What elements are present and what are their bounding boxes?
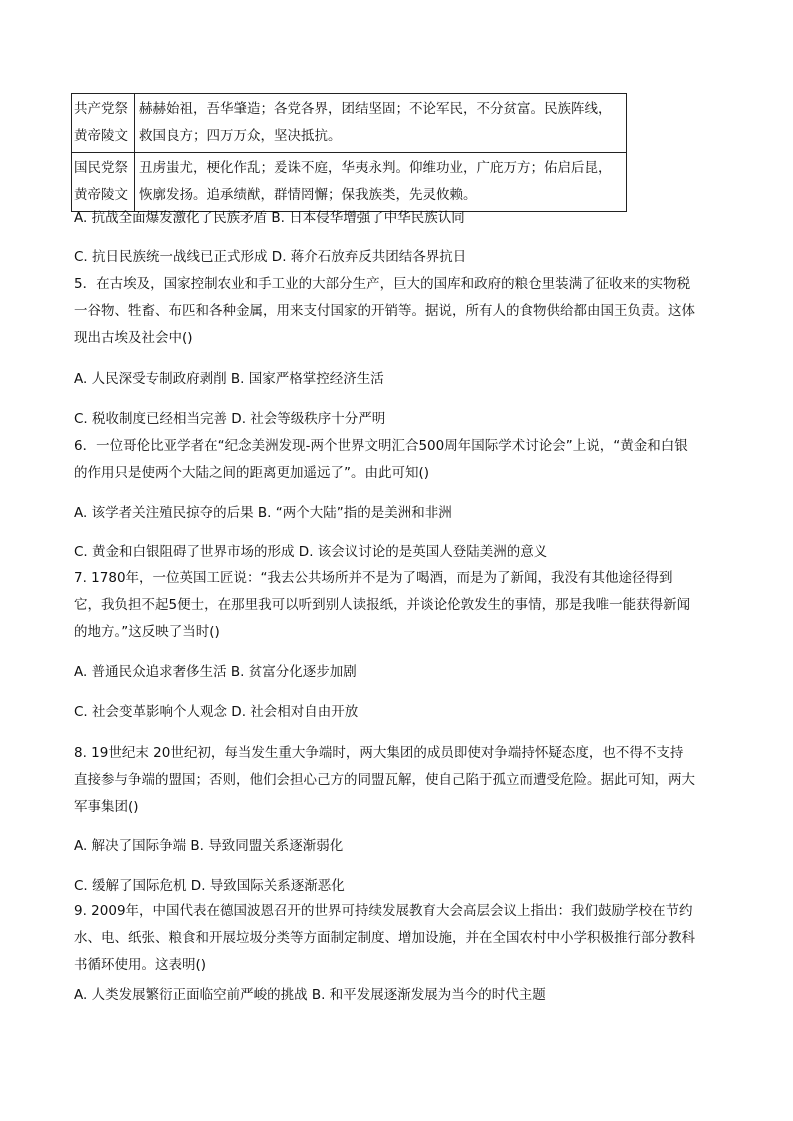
table-row-text: 赫赫始祖，吾华肇造；各党各界，团结坚固；不论军民，不分贫富。民族阵线，救国良方；四万万众，坚决抵抗。 <box>135 94 627 153</box>
table-row-text: 丑虏蚩尤，梗化作乱；爰诛不庭，华夷永判。仰维功业，广庇万方；佑启后昆，恢廓发扬。追承绩猷，群情罔懈；保我族类，先灵攸赖。 <box>135 153 627 212</box>
q8-options-cd: C. 缓解了国际危机 D. 导致国际关系逐渐恶化 <box>74 878 345 894</box>
q4-options-cd: C. 抗日民族统一战线已正式形成 D. 蒋介石放弃反共团结各界抗日 <box>74 249 467 265</box>
q9-options-ab: A. 人类发展繁衍正面临空前严峻的挑战 B. 和平发展逐渐发展为当今的时代主题 <box>74 987 546 1003</box>
q8-options-ab: A. 解决了国际争端 B. 导致同盟关系逐渐弱化 <box>74 838 344 854</box>
q7-stem: 7. 1780年，一位英国工匠说：“我去公共场所并不是为了喝酒，而是为了新闻，我没有其他途径得到它，我负担不起5便士，在那里我可以听到别人读报纸，并谈论伦敦发生的事情，那是我唯一能获得新闻的地方。”这反映了当时() <box>74 570 691 640</box>
q4-options-ab: A. 抗战全面爆发激化了民族矛盾 B. 日本侵华增强了中华民族认同 <box>74 210 465 226</box>
comparison-table <box>71 93 627 212</box>
q6-options-ab: A. 该学者关注殖民掠夺的后果 B. “两个大陆”指的是美洲和非洲 <box>74 505 452 521</box>
table-row-label: 共产党祭黄帝陵文 <box>72 94 135 153</box>
q6-options-cd: C. 黄金和白银阻碍了世界市场的形成 D. 该会议讨论的是英国人登陆美洲的意义 <box>74 544 548 560</box>
q5-options-cd: C. 税收制度已经相当完善 D. 社会等级秩序十分严明 <box>74 411 386 427</box>
table-row <box>72 94 627 153</box>
table-row-label: 国民党祭黄帝陵文 <box>72 153 135 212</box>
q7-options-cd: C. 社会变革影响个人观念 D. 社会相对自由开放 <box>74 704 359 720</box>
q7-options-ab: A. 普通民众追求奢侈生活 B. 贫富分化逐步加剧 <box>74 664 357 680</box>
q5-stem: 5．在古埃及，国家控制农业和手工业的大部分生产，巨大的国库和政府的粮仓里装满了征收来的实物税一谷物、牲畜、布匹和各种金属，用来支付国家的开销等。据说，所有人的食物供给都由国王负责。这体现出古埃及社会中() <box>74 276 695 346</box>
q8-stem: 8. 19世纪末 20世纪初，每当发生重大争端时，两大集团的成员即使对争端持怀疑态度，也不得不支持直接参与争端的盟国；否则，他们会担心己方的同盟瓦解，使自己陷于孤立而遭受危险。据此可知，两大军事集团() <box>74 745 695 815</box>
table-row <box>72 153 627 212</box>
q6-stem: 6．一位哥伦比亚学者在“纪念美洲发现-两个世界文明汇合500周年国际学术讨论会”上说，“黄金和白银的作用只是使两个大陆之间的距离更加遥远了”。由此可知() <box>74 438 688 481</box>
q5-options-ab: A. 人民深受专制政府剥削 B. 国家严格掌控经济生活 <box>74 371 384 387</box>
q9-stem: 9. 2009年，中国代表在德国波恩召开的世界可持续发展教育大会高层会议上指出：我们鼓励学校在节约水、电、纸张、粮食和开展垃圾分类等方面制定制度、增加设施，并在全国农村中小学积极推行部分教科书循环使用。这表明() <box>74 903 695 973</box>
